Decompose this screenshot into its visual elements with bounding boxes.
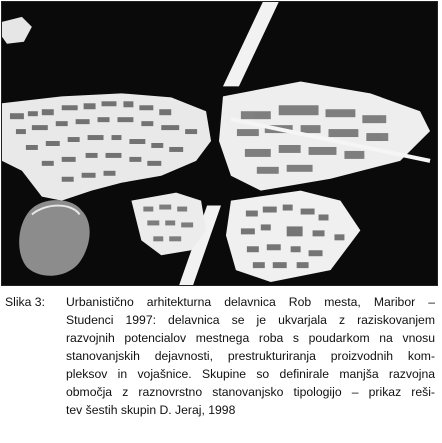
caption-line: tev šestih skupin D. Jeraj, 1998 <box>66 403 236 417</box>
caption-line: Urbanistično arhitekturna delavnica Rob mesta, Maribor – <box>66 295 435 309</box>
caption-line: pleksov in vojašnice. Skupine so definirale manjša razvojna <box>66 367 435 381</box>
caption-line: razvojnih potencialov mestnega roba s poudarkom na vnosu <box>66 331 435 345</box>
caption-text <box>66 293 435 419</box>
caption-line: Studenci 1997: delavnica se je ukvarjala z raziskovanjem <box>66 313 435 327</box>
figure-label: Slika 3: <box>5 295 45 309</box>
urban-plan-map <box>2 2 437 285</box>
figure-caption <box>5 293 435 419</box>
urban-plan-figure <box>1 1 438 286</box>
caption-line: stanovanjskih dejavnosti, prestrukturiranja proizvodnih kom- <box>66 349 435 363</box>
caption-line: območja z raznovrstno stanovanjsko tipologijo – prikaz reši- <box>66 385 435 399</box>
